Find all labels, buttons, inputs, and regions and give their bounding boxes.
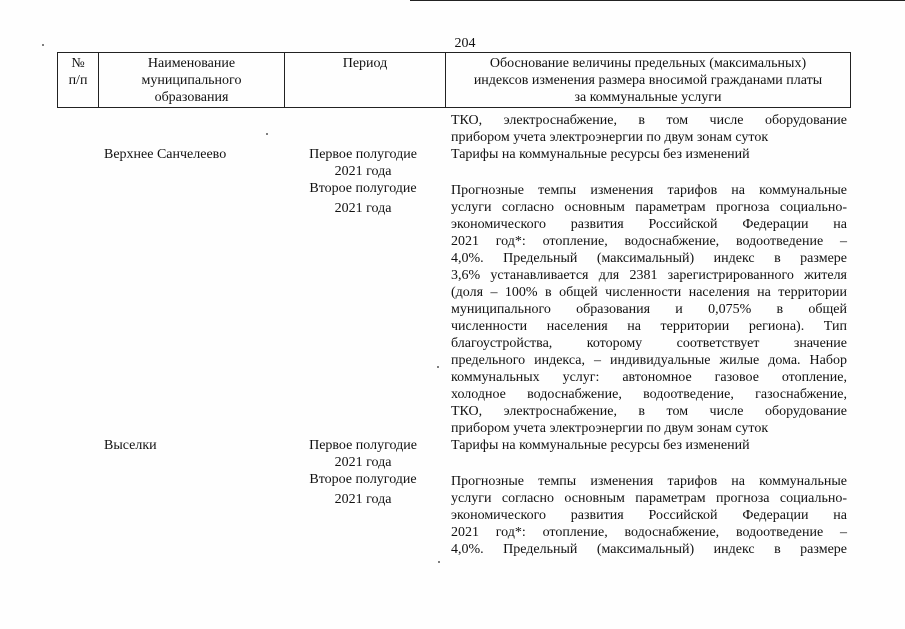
text-line: услуги согласно основным параметрам прогноза социально- [451,491,847,506]
header-justification-line: индексов изменения размера вносимой гражданами платы [473,73,823,88]
period-second-half [300,471,426,508]
scan-speck [42,44,44,46]
header-num [58,53,99,107]
text-line: прибором учета электроэнергии по двум зонам суток [451,421,769,436]
header-period-line: Период [342,56,388,71]
text-line: ТКО, электроснабжение, в том числе оборудование [451,113,847,128]
text-line: численности населения на территории региона). Тип [451,319,847,334]
text-line: коммунальных услуг: автономное газовое отопление, [451,370,847,385]
text-line: 2021 год*: отопление, водоснабжение, водоотведение – [451,525,847,540]
header-name [99,53,285,107]
text-line: благоустройства, которому соответствует значение [451,336,847,351]
period-first-half [300,437,426,471]
header-num-line: № [71,56,85,71]
text-line: Тарифы на коммунальные ресурсы без изменений [451,147,750,162]
header-num-line: п/п [68,73,88,88]
period-line: 2021 года [334,492,392,507]
top-rule [410,0,905,1]
text-line: 3,6% устанавливается для 2381 зарегистрированного жителя [451,268,847,283]
period-line: 2021 года [334,201,392,216]
scan-speck [438,561,440,563]
justification-second-half [451,473,847,558]
text-line: муниципального образования и 0,075% в общей [451,302,847,317]
scan-speck [437,366,439,368]
header-justification-line: Обоснование величины предельных (максимальных) [489,56,807,71]
header-justification-line: за коммунальные услуги [574,90,722,105]
text-line: прибором учета электроэнергии по двум зонам суток [451,130,769,145]
municipality-name: Выселки [104,438,157,453]
period-second-half [300,180,426,217]
text-line: Тарифы на коммунальные ресурсы без изменений [451,438,750,453]
period-line: Второе полугодие [309,472,417,487]
text-line: экономического развития Российской Федерации на [451,217,847,232]
period-first-half [300,146,426,180]
header-justification [446,53,850,107]
text-line: Прогнозные темпы изменения тарифов на коммунальные [451,474,847,489]
header-name-line: Наименование [147,56,236,71]
text-line: 4,0%. Предельный (максимальный) индекс в размере [451,542,847,557]
table-header [57,52,851,108]
text-line: Прогнозные темпы изменения тарифов на коммунальные [451,183,847,198]
period-line: 2021 года [334,455,392,470]
text-line: экономического развития Российской Федерации на [451,508,847,523]
text-line: услуги согласно основным параметрам прогноза социально- [451,200,847,215]
continuation-text [451,112,847,146]
header-period [285,53,446,107]
text-line: предельного индекса, – индивидуальные жилые дома. Набор [451,353,847,368]
period-line: Второе полугодие [309,181,417,196]
page-number: 204 [454,36,476,51]
period-line: Первое полугодие [309,147,417,162]
period-line: 2021 года [334,164,392,179]
period-line: Первое полугодие [309,438,417,453]
justification-first-half [451,437,847,454]
header-name-line: образования [154,90,229,105]
text-line: холодное водоснабжение, водоотведение, газоснабжение, [451,387,847,402]
justification-second-half [451,182,847,437]
scan-speck [266,133,268,135]
text-line: 2021 год*: отопление, водоснабжение, водоотведение – [451,234,847,249]
municipality-name: Верхнее Санчелеево [104,147,227,162]
text-line: ТКО, электроснабжение, в том числе оборудование [451,404,847,419]
justification-first-half [451,146,847,163]
text-line: 4,0%. Предельный (максимальный) индекс в размере [451,251,847,266]
text-line: (доля – 100% в общей численности населения на территории [451,285,847,300]
header-name-line: муниципального [141,73,242,88]
